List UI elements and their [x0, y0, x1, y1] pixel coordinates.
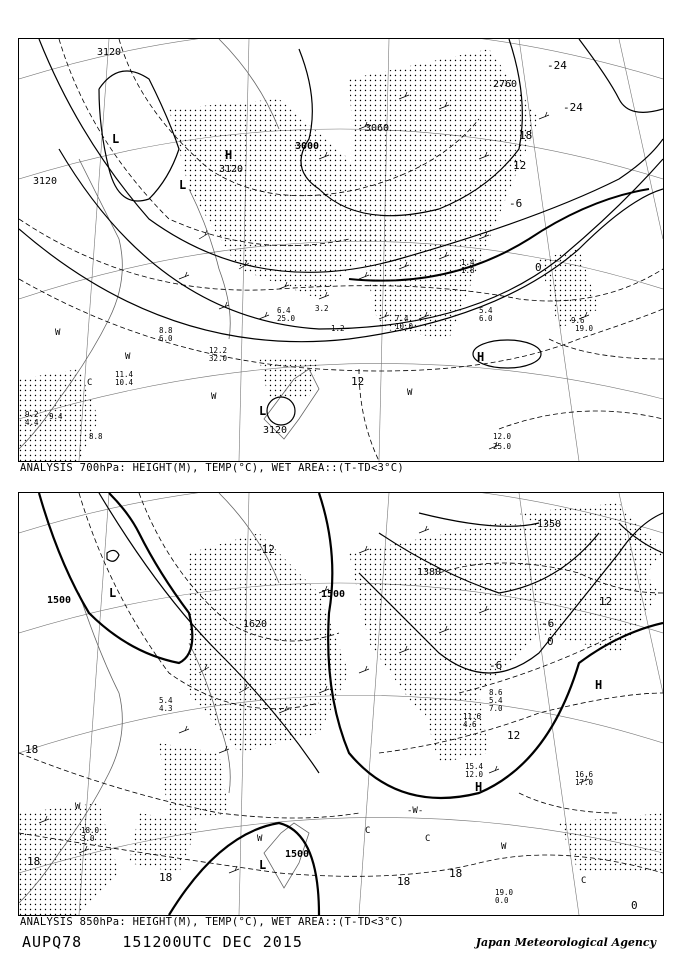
station-value: 5.4 — [159, 696, 173, 705]
temperature-label: -6 — [509, 197, 523, 210]
map-850hpa — [18, 492, 664, 916]
station-value: 17.0 — [575, 778, 594, 787]
weather-symbol: W — [75, 802, 81, 812]
temperature-label: 18 — [25, 743, 39, 756]
station-value: 6.4 — [277, 306, 291, 315]
station-value: 7.0 — [489, 704, 503, 713]
weather-symbol: W — [55, 328, 61, 338]
low-center: L — [112, 132, 120, 146]
weather-symbol: C — [365, 826, 371, 836]
station-value: 11.4 — [115, 370, 134, 379]
station-value: 0.0 — [495, 896, 509, 905]
pressure-label: 3120 — [97, 47, 122, 58]
station-value: 5.4 — [489, 696, 503, 705]
temperature-label: 12 — [599, 595, 613, 608]
temperature-label: 18 — [397, 875, 411, 888]
high-center: H — [595, 678, 603, 692]
station-value: 4.6 — [463, 720, 477, 729]
station-value: 10.4 — [115, 378, 134, 387]
low-center: L — [259, 858, 267, 872]
temperature-label: 0 — [547, 635, 554, 648]
chart-identifier — [22, 933, 303, 951]
pressure-label: 1500 — [285, 849, 310, 860]
station-value: 1.4 — [461, 258, 475, 267]
station-value: 8.6 — [489, 688, 503, 697]
weather-symbol: W — [211, 392, 217, 402]
pressure-label: 1350 — [537, 519, 562, 530]
weather-symbol: C — [425, 834, 431, 844]
map-700hpa — [18, 38, 664, 462]
station-value: 25.0 — [277, 314, 296, 323]
temperature-label: 0 — [631, 899, 638, 912]
map-850hpa-canvas — [19, 493, 663, 915]
map-700hpa-canvas — [19, 39, 663, 461]
station-value: 8.8 — [89, 432, 103, 441]
station-value: 6.0 — [479, 314, 493, 323]
station-value: 4.4 — [25, 418, 39, 427]
pressure-label: 1500 — [47, 595, 72, 606]
temperature-label: 18 — [449, 867, 463, 880]
agency-name: Japan Meteorological Agency — [475, 936, 656, 949]
station-value: 9.4 — [49, 412, 63, 421]
station-value: 18.0 — [81, 826, 100, 835]
station-value: 5.4 — [479, 306, 493, 315]
pressure-label: 3060 — [365, 123, 390, 134]
station-value: 3.0 — [81, 834, 95, 843]
weather-symbol: W — [257, 834, 263, 844]
weather-symbol: W — [501, 842, 507, 852]
weather-symbol: -W- — [407, 806, 424, 816]
station-value: 12.0 — [465, 770, 484, 779]
pressure-label: 3120 — [33, 176, 58, 187]
temperature-label: -6 — [489, 659, 503, 672]
temperature-label: -12 — [255, 543, 275, 556]
low-center: L — [259, 404, 267, 418]
temperature-label: -6 — [541, 617, 555, 630]
caption-700hpa: ANALYSIS 700hPa: HEIGHT(M), TEMP(°C), WET AREA::(T-TD<3°C) — [20, 462, 405, 474]
station-value: 9.6 — [571, 316, 585, 325]
low-center: L — [109, 586, 117, 600]
pressure-label: 3000 — [295, 141, 320, 152]
station-value: 15.4 — [465, 762, 484, 771]
temperature-label: 18 — [27, 855, 41, 868]
temperature-label: 18 — [519, 129, 533, 142]
station-value: 12.2 — [209, 346, 228, 355]
low-center: L — [179, 178, 187, 192]
station-value: 11.6 — [463, 712, 482, 721]
station-value: 1.8 — [461, 266, 475, 275]
station-value: 4.3 — [159, 704, 173, 713]
caption-850hpa: ANALYSIS 850hPa: HEIGHT(M), TEMP(°C), WET AREA::(T-TD<3°C) — [20, 916, 405, 928]
weather-symbol: W — [125, 352, 131, 362]
station-value: 12.0 — [493, 432, 512, 441]
pressure-label: 1620 — [243, 619, 268, 630]
pressure-label: 1500 — [321, 589, 346, 600]
station-value: 16.6 — [575, 770, 594, 779]
weather-symbol: C — [87, 378, 93, 388]
high-center: H — [225, 148, 233, 162]
temperature-label: 12 — [351, 375, 365, 388]
station-value: 10.0 — [395, 322, 414, 331]
station-value: 6.0 — [159, 334, 173, 343]
high-center: H — [475, 780, 483, 794]
station-value: 25.0 — [493, 442, 512, 451]
station-value: 32.0 — [209, 354, 228, 363]
chart-time: 151200UTC DEC 2015 — [122, 933, 303, 951]
temperature-label: 18 — [159, 871, 173, 884]
temperature-label: 0 — [535, 261, 542, 274]
chart-code: AUPQ78 — [22, 933, 83, 951]
pressure-label: 3120 — [219, 164, 244, 175]
temperature-label: 12 — [507, 729, 521, 742]
weather-symbol: C — [581, 876, 587, 886]
station-value: 8.8 — [159, 326, 173, 335]
high-center: H — [477, 350, 485, 364]
station-value: 1.2 — [331, 324, 345, 333]
station-value: 9.2 — [25, 410, 39, 419]
pressure-label: 2760 — [493, 79, 518, 90]
station-value: 7.4 — [395, 314, 409, 323]
weather-symbol: W — [407, 388, 413, 398]
temperature-label: -24 — [547, 59, 567, 72]
temperature-label: -24 — [563, 101, 583, 114]
wet-area — [19, 49, 599, 461]
pressure-label: 1380 — [417, 567, 442, 578]
station-value: 19.0 — [575, 324, 594, 333]
station-value: 19.0 — [495, 888, 514, 897]
temperature-label: 12 — [513, 159, 527, 172]
pressure-label: 3120 — [263, 425, 288, 436]
station-value: 3.2 — [315, 304, 329, 313]
